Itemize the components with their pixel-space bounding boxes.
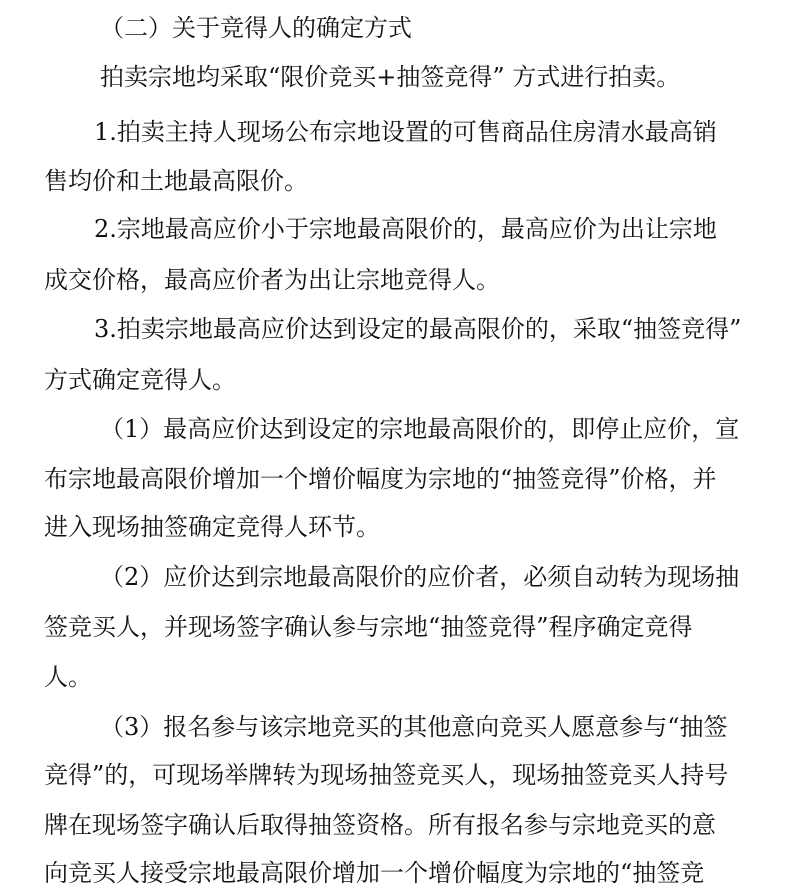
paragraph-2-line-1: 2.宗地最高应价小于宗地最高限价的，最高应价为出让宗地 [94,215,717,243]
paragraph-1-line-1: 1.拍卖主持人现场公布宗地设置的可售商品住房清水最高销 [94,118,717,146]
item-2-line-2: 签竞买人，并现场签字确认参与宗地“抽签竞得”程序确定竞得 [44,613,693,641]
section-heading: （二）关于竞得人的确定方式 [100,14,412,42]
item-3-line-4: 向竞买人接受宗地最高限价增加一个增价幅度为宗地的“抽签竞 [44,859,705,887]
paragraph-intro: 拍卖宗地均采取“限价竞买+抽签竞得” 方式进行拍卖。 [100,63,681,91]
item-1-line-3: 进入现场抽签确定竞得人环节。 [44,513,380,541]
paragraph-2-line-2: 成交价格，最高应价者为出让宗地竞得人。 [44,266,500,294]
paragraph-3-line-1: 3.拍卖宗地最高应价达到设定的最高限价的，采取“抽签竞得” [94,315,742,343]
paragraph-3-line-2: 方式确定竞得人。 [44,366,236,394]
item-2-line-1: （2）应价达到宗地最高限价的应价者，必须自动转为现场抽 [100,563,740,591]
paragraph-1-line-2: 售均价和土地最高限价。 [44,167,308,195]
item-3-line-3: 牌在现场签字确认后取得抽签资格。所有报名参与宗地竞买的意 [44,811,716,839]
item-2-line-3: 人。 [44,663,92,691]
item-3-line-2: 竞得”的，可现场举牌转为现场抽签竞买人，现场抽签竞买人持号 [44,761,729,789]
item-1-line-1: （1）最高应价达到设定的宗地最高限价的，即停止应价，宣 [100,415,740,443]
item-1-line-2: 布宗地最高限价增加一个增价幅度为宗地的“抽签竞得”价格，并 [44,465,717,493]
item-3-line-1: （3）报名参与该宗地竞买的其他意向竞买人愿意参与“抽签 [100,713,728,741]
